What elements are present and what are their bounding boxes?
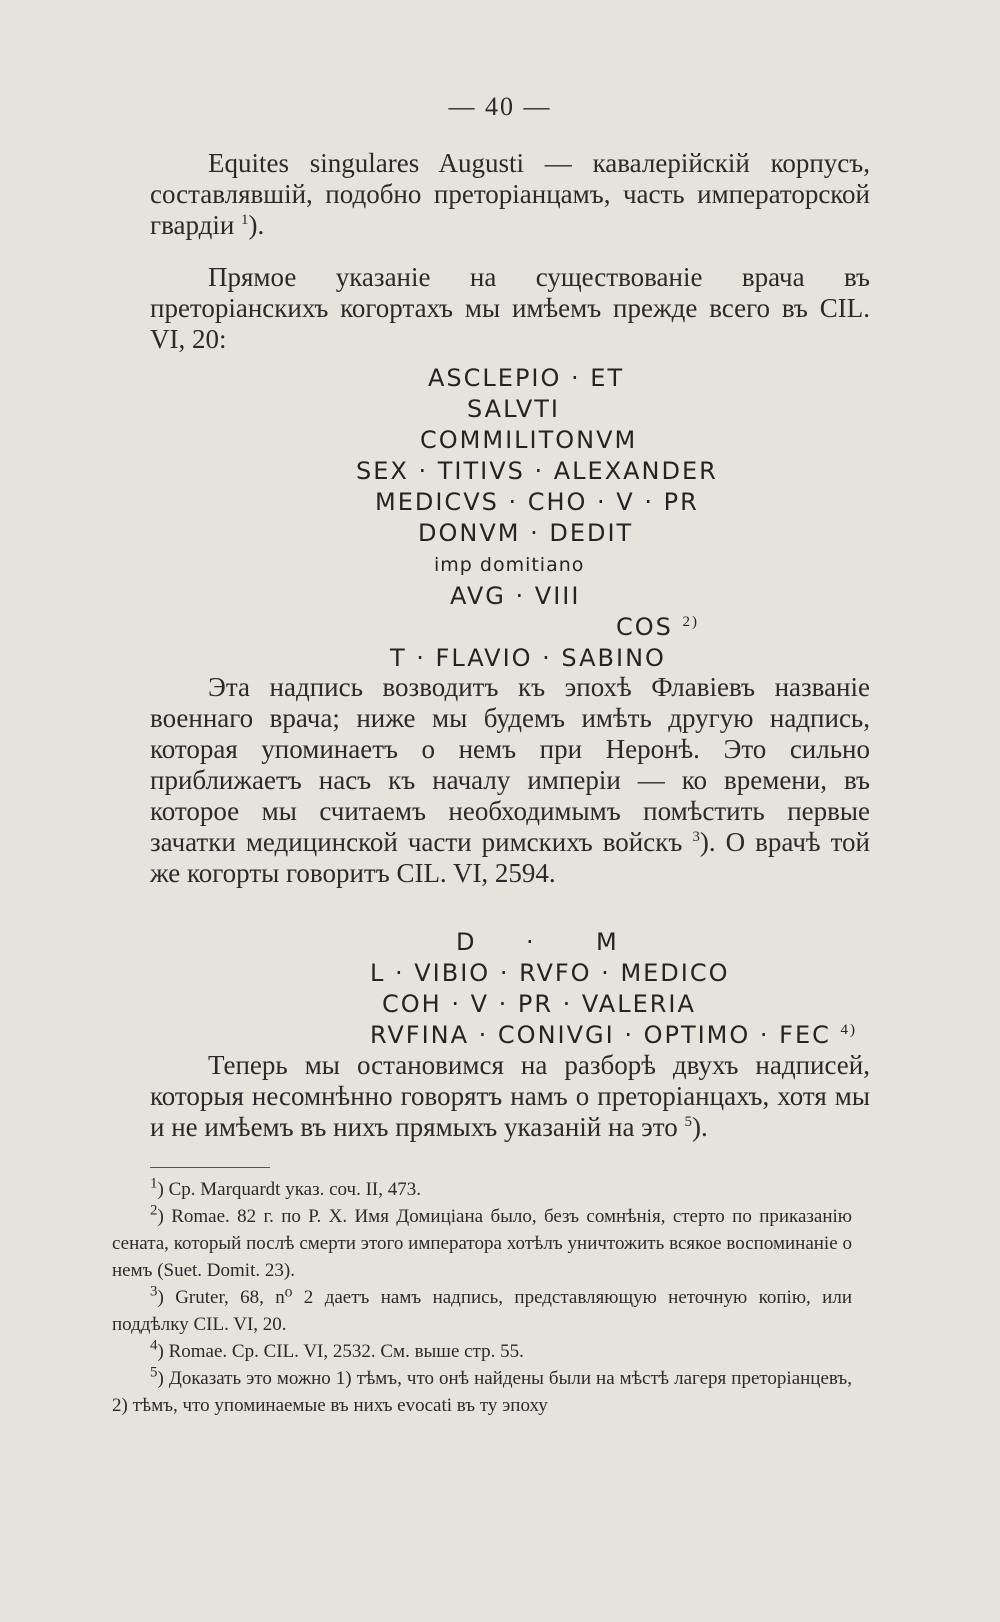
paragraph-3-text — [150, 672, 870, 889]
footnote-ref-2: 2) — [682, 614, 700, 630]
inscription-line: SALVTI — [467, 395, 560, 423]
paragraph-1-end: ). — [248, 210, 265, 240]
inscription-line: MEDICVS · CHO · V · PR — [375, 488, 699, 516]
footnote-3 — [112, 1284, 852, 1338]
page-number: — 40 — — [448, 92, 552, 121]
paragraph-4 — [150, 1050, 870, 1143]
inscription-line: M — [596, 928, 619, 956]
footnote-4 — [112, 1338, 852, 1365]
footnote-mark: 4 — [150, 1337, 158, 1354]
footnote-mark: 5 — [150, 1364, 158, 1381]
paragraph-2-text: Прямое указаніе на существованіе врача въ преторіанскихъ когортахъ мы имѣемъ прежде всего въ CIL. VI, 20: — [150, 262, 870, 354]
paragraph-4-text — [150, 1050, 870, 1143]
footnote-text: ) Ср. Marquardt указ. соч. II, 473. — [157, 1179, 421, 1200]
paragraph-1 — [150, 148, 870, 241]
footnote-mark: 1 — [150, 1175, 158, 1192]
footnote-text: ) Доказать это можно 1) тѣмъ, что онѣ найдены были на мѣстѣ лагеря преторіанцевъ, 2) тѣмъ, что упоминаемые въ нихъ evocati въ ту эпоху — [112, 1368, 852, 1416]
footnote-ref-3: 3 — [692, 829, 700, 845]
footnote-mark: 2 — [150, 1202, 158, 1219]
footnote-text: ) Gruter, 68, n⁰ 2 даетъ намъ надпись, представляющую неточную копію, или поддѣлку CIL. VI, 20. — [112, 1287, 852, 1335]
inscription-line: D — [456, 928, 477, 956]
inscription-line: ASCLEPIO · ET — [428, 364, 625, 392]
footnote-mark: 3 — [150, 1283, 158, 1300]
inscription-dot: · — [526, 928, 536, 956]
paragraph-3 — [150, 672, 870, 889]
inscription-line: AVG · VIII — [450, 582, 581, 610]
footnotes — [112, 1176, 852, 1419]
footnote-divider — [150, 1167, 270, 1168]
inscription-line — [370, 1021, 857, 1049]
footnote-2 — [112, 1203, 852, 1284]
footnote-text: ) Romae. Ср. CIL. VI, 2532. См. выше стр. 55. — [157, 1341, 524, 1362]
inscription-line: L · VIBIO · RVFO · MEDICO — [370, 959, 730, 987]
equites-term: Equites singulares Augusti — [208, 148, 525, 178]
inscription-cos: COS — [616, 613, 673, 641]
inscription-line: COMMILITONVM — [420, 426, 638, 454]
paragraph-4-body: Теперь мы остановимся на разборѣ двухъ надписей, которыя несомнѣнно говорятъ намъ о преторіанцахъ, хотя мы и не имѣемъ въ нихъ прямыхъ указаній на это — [150, 1050, 870, 1142]
footnote-ref-1: 1 — [241, 212, 249, 228]
footnote-ref-4: 4) — [840, 1022, 858, 1038]
inscription-line: T · FLAVIO · SABINO — [390, 644, 666, 672]
inscription-line: COH · V · PR · VALERIA — [382, 990, 696, 1018]
footnote-1 — [112, 1176, 852, 1203]
inscription-line — [616, 613, 699, 641]
inscription-fec-line: RVFINA · CONIVGI · OPTIMO · FEC — [370, 1021, 831, 1049]
footnote-text: ) Romae. 82 г. по Р. Х. Имя Домиціана было, безъ сомнѣнія, стерто по приказанію сената, который послѣ смерти этого императора хотѣлъ уничтожить всякое воспоминаніе о немъ (Suet. Domit. 23). — [112, 1206, 852, 1281]
inscription-line: SEX · TITIVS · ALEXANDER — [356, 457, 718, 485]
paragraph-3-end: ). О врачѣ той же когорты говоритъ CIL. VI, 2594. — [150, 827, 870, 888]
paragraph-4-end: ). — [691, 1112, 708, 1142]
footnote-ref-5: 5 — [684, 1114, 692, 1130]
footnote-5 — [112, 1365, 852, 1419]
paragraph-3-body: Эта надпись возводитъ къ эпохѣ Флавіевъ названіе военнаго врача; ниже мы будемъ имѣть другую надпись, которая упоминаетъ о немъ при Неронѣ. Это сильно приближаетъ насъ къ началу имперіи — ко времени, въ которое мы считаемъ необходимымъ помѣстить первые зачатки медицинской части римскихъ войскъ — [150, 672, 870, 857]
inscription-line: DONVM · DEDIT — [418, 519, 634, 547]
paragraph-1-text — [150, 148, 870, 241]
paragraph-2 — [150, 262, 870, 355]
inscription-line-lowercase: imp domitiano — [434, 554, 585, 576]
paragraph-1-body: — кавалерійскій корпусъ, составлявшій, подобно преторіанцамъ, часть императорской гвардіи — [150, 148, 870, 240]
